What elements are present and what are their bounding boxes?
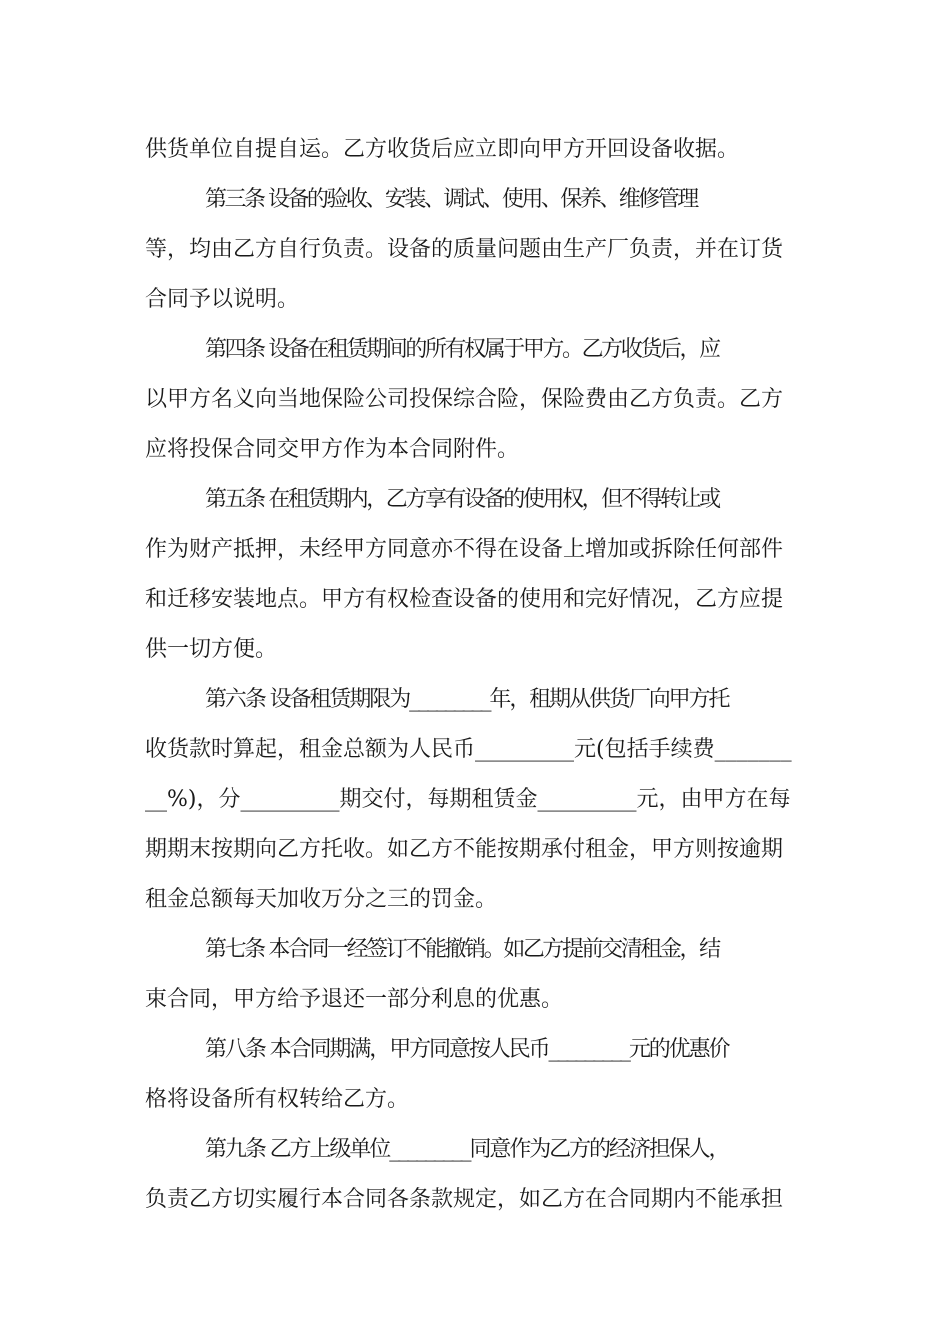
article-3-heading-line: 第三条 设备的验收、安装、调试、使用、保养、维修管理 — [205, 187, 697, 212]
article-4-heading-line: 第四条 设备在租赁期间的所有权属于甲方。乙方收货后，应 — [205, 337, 719, 362]
text-line: 供一切方便。 — [145, 637, 278, 662]
article-6-heading-line: 第六条 设备租赁期限为_________年，租期从供货厂向甲方托 — [205, 687, 729, 712]
text-line: 以甲方名义向当地保险公司投保综合险，保险费由乙方负责。乙方 — [145, 387, 784, 412]
text-line: 收货款时算起，租金总额为人民币_________元(包括手续费_______ — [145, 737, 792, 762]
article-5-heading-line: 第五条 在租赁期内，乙方享有设备的使用权，但不得转让或 — [205, 487, 719, 512]
text-line: 合同予以说明。 — [145, 287, 300, 312]
text-line: 和迁移安装地点。甲方有权检查设备的使用和完好情况，乙方应提 — [145, 587, 784, 612]
text-line: 格将设备所有权转给乙方。 — [145, 1087, 410, 1112]
text-line: 供货单位自提自运。乙方收货后应立即向甲方开回设备收据。 — [145, 137, 740, 162]
article-7-heading-line: 第七条 本合同一经签订不能撤销。如乙方提前交清租金，结 — [205, 937, 719, 962]
text-line: 应将投保合同交甲方作为本合同附件。 — [145, 437, 520, 462]
text-line: 束合同，甲方给予退还一部分利息的优惠。 — [145, 987, 564, 1012]
text-line: 期期末按期向乙方托收。如乙方不能按期承付租金，甲方则按逾期 — [145, 837, 784, 862]
article-8-heading-line: 第八条 本合同期满，甲方同意按人民币_________元的优惠价 — [205, 1037, 729, 1062]
text-line: __%)，分_________期交付，每期租赁金_________元，由甲方在每 — [145, 787, 791, 812]
text-line: 等，均由乙方自行负责。设备的质量问题由生产厂负责，并在订货 — [145, 237, 784, 262]
article-9-heading-line: 第九条 乙方上级单位_________同意作为乙方的经济担保人， — [205, 1137, 729, 1162]
text-line: 负责乙方切实履行本合同各条款规定，如乙方在合同期内不能承担 — [145, 1187, 784, 1212]
text-line: 租金总额每天加收万分之三的罚金。 — [145, 887, 498, 912]
text-line: 作为财产抵押，未经甲方同意亦不得在设备上增加或拆除任何部件 — [145, 537, 784, 562]
